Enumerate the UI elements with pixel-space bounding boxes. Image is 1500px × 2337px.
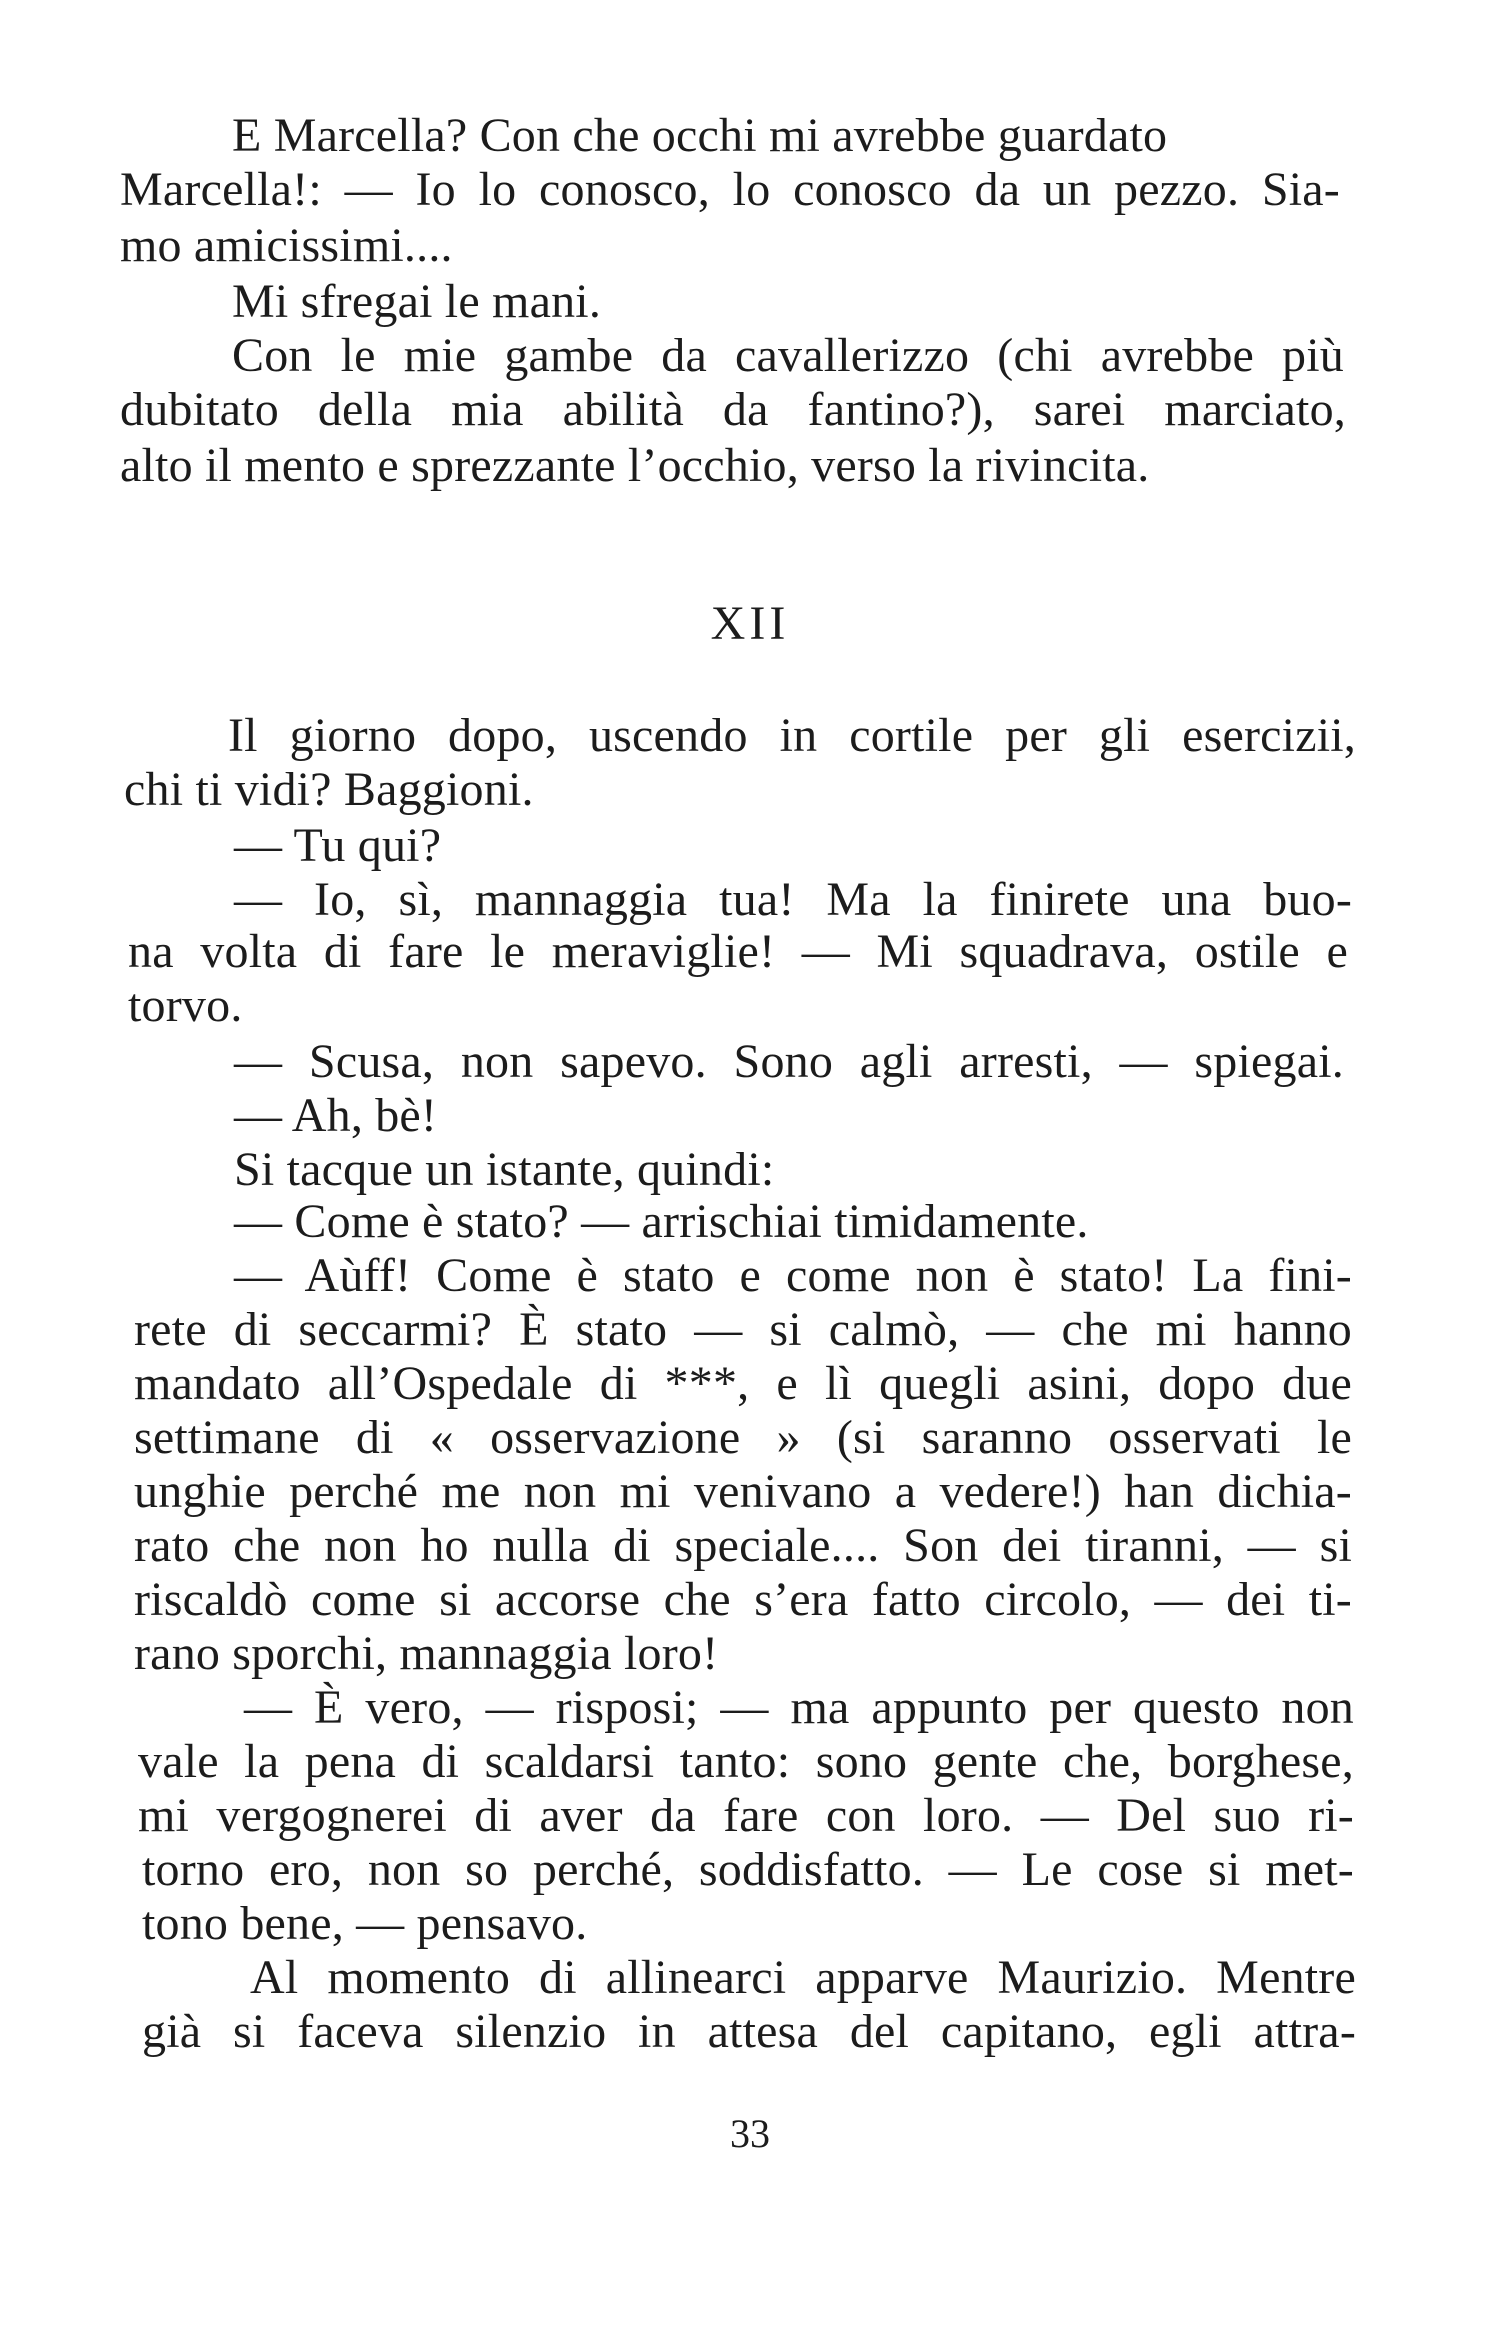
text-line: mo amicissimi.... (120, 219, 453, 272)
text-line: tono bene, — pensavo. (142, 1897, 588, 1950)
text-line: Marcella!: — Io lo conosco, lo conosco da un pezzo. Sia- (120, 163, 1340, 216)
text-line: — È vero, — risposi; — ma appunto per questo non (244, 1681, 1354, 1734)
page-number: 33 (730, 2111, 770, 2156)
text-line: Mi sfregai le mani. (232, 275, 602, 328)
text-line: — Tu qui? (234, 819, 442, 872)
text-line: mi vergognerei di aver da fare con loro. — Del suo ri- (138, 1789, 1354, 1842)
text-line: torvo. (128, 979, 243, 1032)
text-line: na volta di fare le meraviglie! — Mi squadrava, ostile e (128, 925, 1348, 978)
text-line: mandato all’Ospedale di ***, e lì quegli asini, dopo due (134, 1357, 1352, 1410)
text-line: — Io, sì, mannaggia tua! Ma la finirete una buo- (234, 873, 1352, 926)
text-line: riscaldò come si accorse che s’era fatto circolo, — dei ti- (134, 1573, 1352, 1626)
text-line: chi ti vidi? Baggioni. (124, 763, 534, 816)
text-line: — Come è stato? — arrischiai timidamente. (234, 1195, 1089, 1248)
text-line: rano sporchi, mannaggia loro! (134, 1627, 719, 1680)
text-line: unghie perché me non mi venivano a vedere!) han dichia- (134, 1465, 1352, 1518)
text-line: — Ah, bè! (234, 1089, 438, 1142)
text-line: — Scusa, non sapevo. Sono agli arresti, — spiegai. (234, 1035, 1344, 1088)
text-line: rato che non ho nulla di speciale.... Son dei tiranni, — si (134, 1519, 1352, 1572)
text-line: Al momento di allinearci apparve Maurizio. Mentre (250, 1951, 1356, 2004)
text-line: — Aùff! Come è stato e come non è stato! La fini- (234, 1249, 1352, 1302)
text-line: dubitato della mia abilità da fantino?), sarei marciato, (120, 383, 1346, 436)
text-line: torno ero, non so perché, soddisfatto. — Le cose si met- (142, 1843, 1354, 1896)
text-line: già si faceva silenzio in attesa del capitano, egli attra- (142, 2005, 1356, 2058)
text-line: settimane di « osservazione » (si saranno osservati le (134, 1411, 1352, 1464)
text-line: Il giorno dopo, uscendo in cortile per gli esercizii, (228, 709, 1356, 762)
text-line: vale la pena di scaldarsi tanto: sono gente che, borghese, (138, 1735, 1354, 1788)
text-line: alto il mento e sprezzante l’occhio, verso la rivincita. (120, 439, 1150, 492)
text-line: rete di seccarmi? È stato — si calmò, — che mi hanno (134, 1303, 1352, 1356)
text-line: E Marcella? Con che occhi mi avrebbe guardato (232, 109, 1168, 162)
text-line: Si tacque un istante, quindi: (234, 1143, 775, 1196)
chapter-heading: XII (710, 597, 790, 650)
text-line: Con le mie gambe da cavallerizzo (chi avrebbe più (232, 329, 1344, 382)
